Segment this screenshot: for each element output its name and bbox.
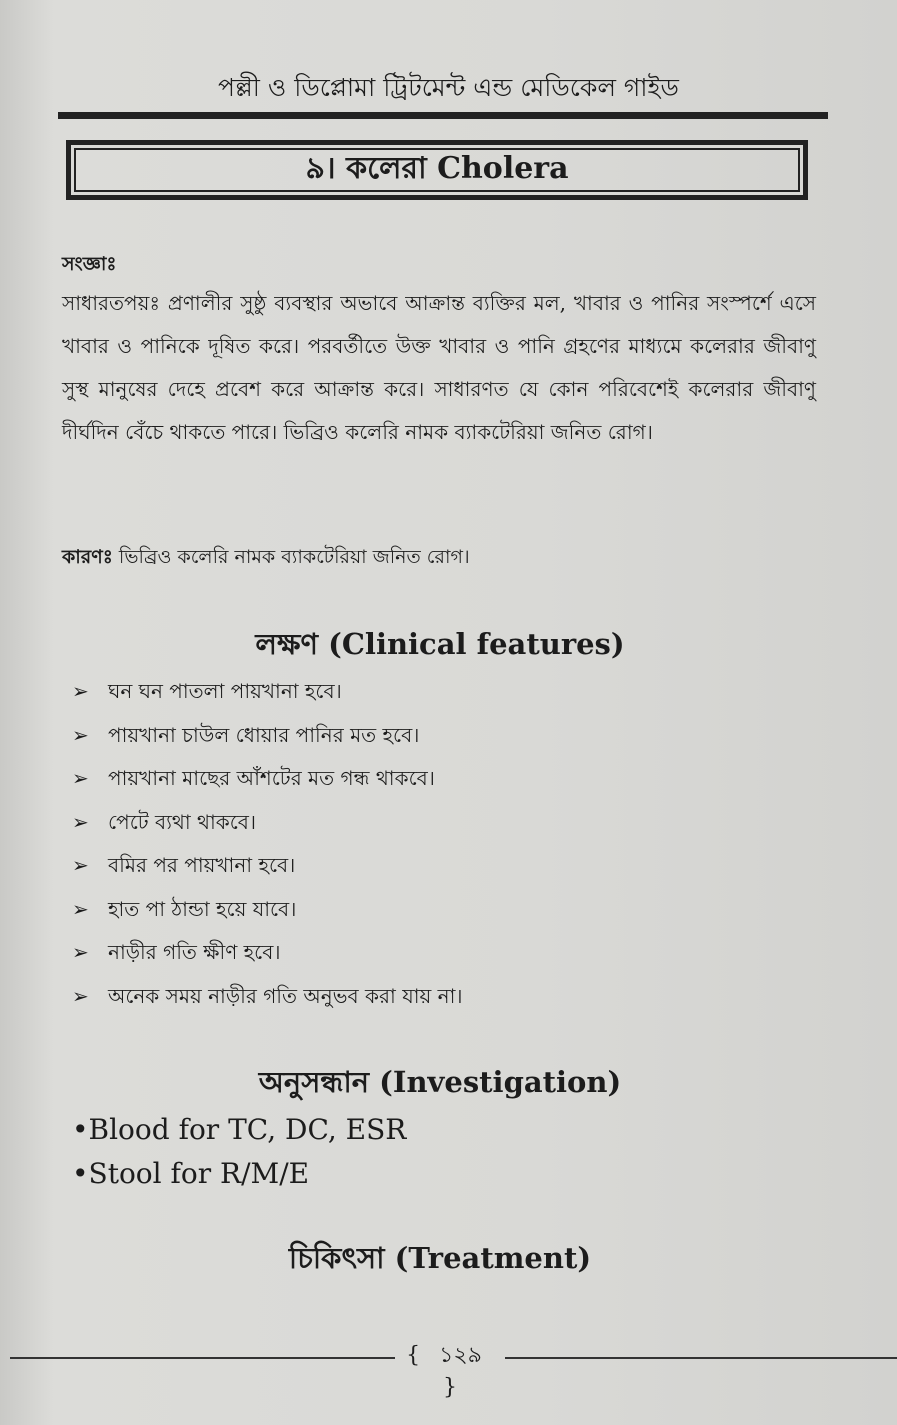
bullet-icon: ➢ [72,809,89,834]
page-number-text: ১২৯ [439,1343,482,1368]
list-item-text: পায়খানা চাউল ধোয়ার পানির মত হবে। [108,722,420,747]
chapter-title: ৯। কলেরা Cholera [305,151,569,186]
list-item [72,1108,406,1152]
list-item [72,670,463,714]
bullet-icon: • [72,1113,89,1146]
list-item-text: Blood for TC, DC, ESR [88,1113,407,1146]
list-item-text: পায়খানা মাছের আঁশটের মত গন্ধ থাকবে। [108,766,435,790]
bullet-icon: • [72,1157,89,1190]
list-item [72,888,463,932]
bracket-left: { [406,1343,421,1368]
list-item-text: পেটে ব্যথা থাকবে। [108,809,257,834]
list-item [72,801,463,845]
clinical-list [72,670,463,1018]
list-item [72,1152,406,1196]
definition-text: সাধারতপয়ঃ প্রণালীর সুষ্ঠু ব্যবস্থার অভাবে আক্রান্ত ব্যক্তির মল, খাবার ও পানির সংস্পর্শে এসে খাবার ও পানিকে দূষিত করে। পরবর্তীতে উক্ত খাবার ও পানি গ্রহণের মাধ্যমে কলেরার জীবাণু সুস্থ মানুষের দেহে প্রবেশ করে আক্রান্ত করে। সাধারণত যে কোন পরিবেশেই কলেরার জীবাণু দীর্ঘদিন বেঁচে থাকতে পারে। ভিব্রিও কলেরি নামক ব্যাকটেরিয়া জনিত রোগ। [62,291,816,444]
investigation-list [72,1108,406,1196]
list-item-text: হাত পা ঠান্ডা হয়ে যাবে। [108,896,297,921]
running-header: পল্লী ও ডিপ্লোমা ট্রিটমেন্ট এন্ড মেডিকেল গাইড [218,73,679,102]
header-rule [58,112,828,119]
cause-label: কারণঃ [62,546,113,568]
list-item [72,931,463,975]
bullet-icon: ➢ [72,722,89,747]
investigation-heading: অনুসন্ধান (Investigation) [258,1065,622,1099]
bullet-icon: ➢ [72,896,89,921]
chapter-title-box [66,140,808,200]
list-item [72,844,463,888]
list-item-text: অনেক সময় নাড়ীর গতি অনুভব করা যায় না। [108,983,463,1008]
list-item-text: নাড়ীর গতি ক্ষীণ হবে। [108,940,281,964]
page-number [400,1338,500,1400]
list-item [72,975,463,1019]
bullet-icon: ➢ [72,766,89,790]
bullet-icon: ➢ [72,983,89,1008]
footer-rule-right [505,1357,897,1359]
list-item [72,757,463,801]
list-item-text: ঘন ঘন পাতলা পায়খানা হবে। [108,679,342,703]
bullet-icon: ➢ [72,940,89,964]
footer-rule-left [10,1357,395,1359]
cause-text: ভিব্রিও কলেরি নামক ব্যাকটেরিয়া জনিত রোগ। [118,546,470,568]
bracket-right: } [443,1375,457,1400]
definition-label: সংজ্ঞাঃ [62,253,117,275]
list-item-text: বমির পর পায়খানা হবে। [108,853,296,877]
clinical-heading: লক্ষণ (Clinical features) [255,627,625,661]
list-item [72,714,463,758]
cause-line [62,543,470,575]
bullet-icon: ➢ [72,679,89,703]
list-item-text: Stool for R/M/E [88,1157,310,1190]
treatment-heading: চিকিৎসা (Treatment) [288,1241,592,1275]
bullet-icon: ➢ [72,853,89,877]
